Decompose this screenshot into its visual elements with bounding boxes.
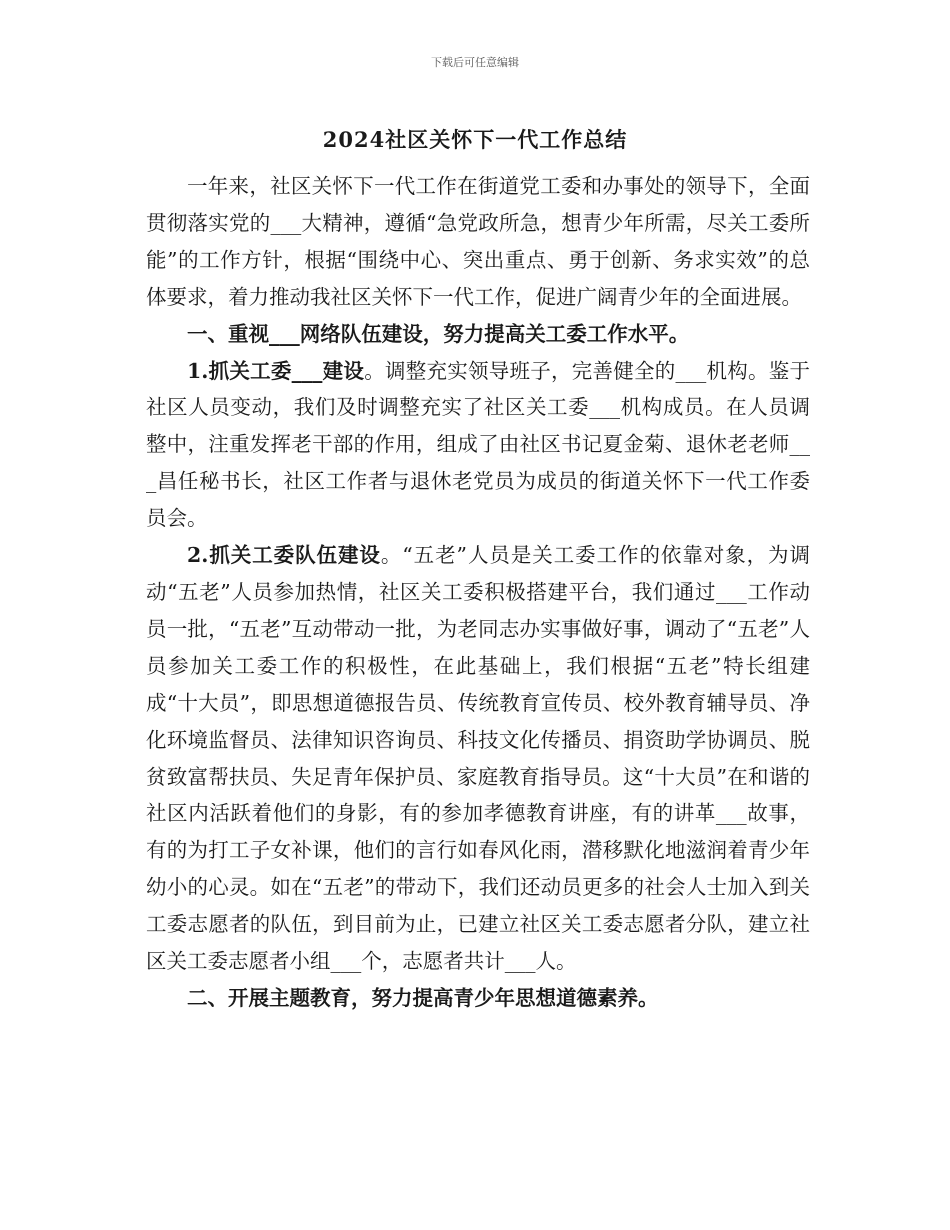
item-lead-1: 1.抓关工委___建设 (187, 358, 365, 383)
item-text-2: 。“五老”人员是关工委工作的依靠对象，为调动“五老”人员参加热情，社区关工委积极搭建平台，我们通过___工作动员一批，“五老”互动带动一批，为老同志办实事做好事，调动了“五老”人员参加关工委工作的积极性，在此基础上，我们根据“五老”特长组建成“十大员”，即思想道德报告员、传统教育宣传员、校外教育辅导员、净化环境监督员、法律知识咨询员、科技文化传播员、捐资助学协调员、脱贫致富帮扶员、失足青年保护员、家庭教育指导员。这“十大员”在和谐的社区内活跃着他们的身影，有的参加孝德教育讲座，有的讲革___故事，有的为打工子女补课，他们的言行如春风化雨，潜移默化地滋润着青少年幼小的心灵。如在“五老”的带动下，我们还动员更多的社会人士加入到关工委志愿者的队伍，到目前为止，已建立社区关工委志愿者分队，建立社区关工委志愿者小组___个，志愿者共计___人。 (146, 543, 810, 974)
item-text-1: 。调整充实领导班子，完善健全的___机构。鉴于社区人员变动，我们及时调整充实了社区关工委___机构成员。在人员调整中，注重发挥老干部的作用，组成了由社区书记夏金菊、退休老老师___昌任秘书长，社区工作者与退休老党员为成员的街道关怀下一代工作委员会。 (146, 358, 811, 531)
item-paragraph-2 (146, 537, 810, 980)
document-title: 2024社区关怀下一代工作总结 (322, 127, 628, 152)
item-lead-2: 2.抓关工委队伍建设 (187, 543, 381, 568)
section-heading-1: 一、重视___网络队伍建设，努力提高关工委工作水平。 (187, 321, 690, 346)
intro-paragraph: 一年来，社区关怀下一代工作在街道党工委和办事处的领导下，全面贯彻落实党的___大精神，遵循“急党政所急，想青少年所需，尽关工委所能”的工作方针，根据“围绕中心、突出重点、勇于创新、务求实效”的总体要求，着力推动我社区关怀下一代工作，促进广阔青少年的全面进展。 (146, 174, 810, 309)
header-note: 下载后可任意编辑 (431, 56, 519, 69)
item-paragraph-1 (146, 353, 810, 538)
document-body (146, 168, 810, 1017)
section-heading-2: 二、开展主题教育，努力提高青少年思想道德素养。 (187, 985, 659, 1010)
